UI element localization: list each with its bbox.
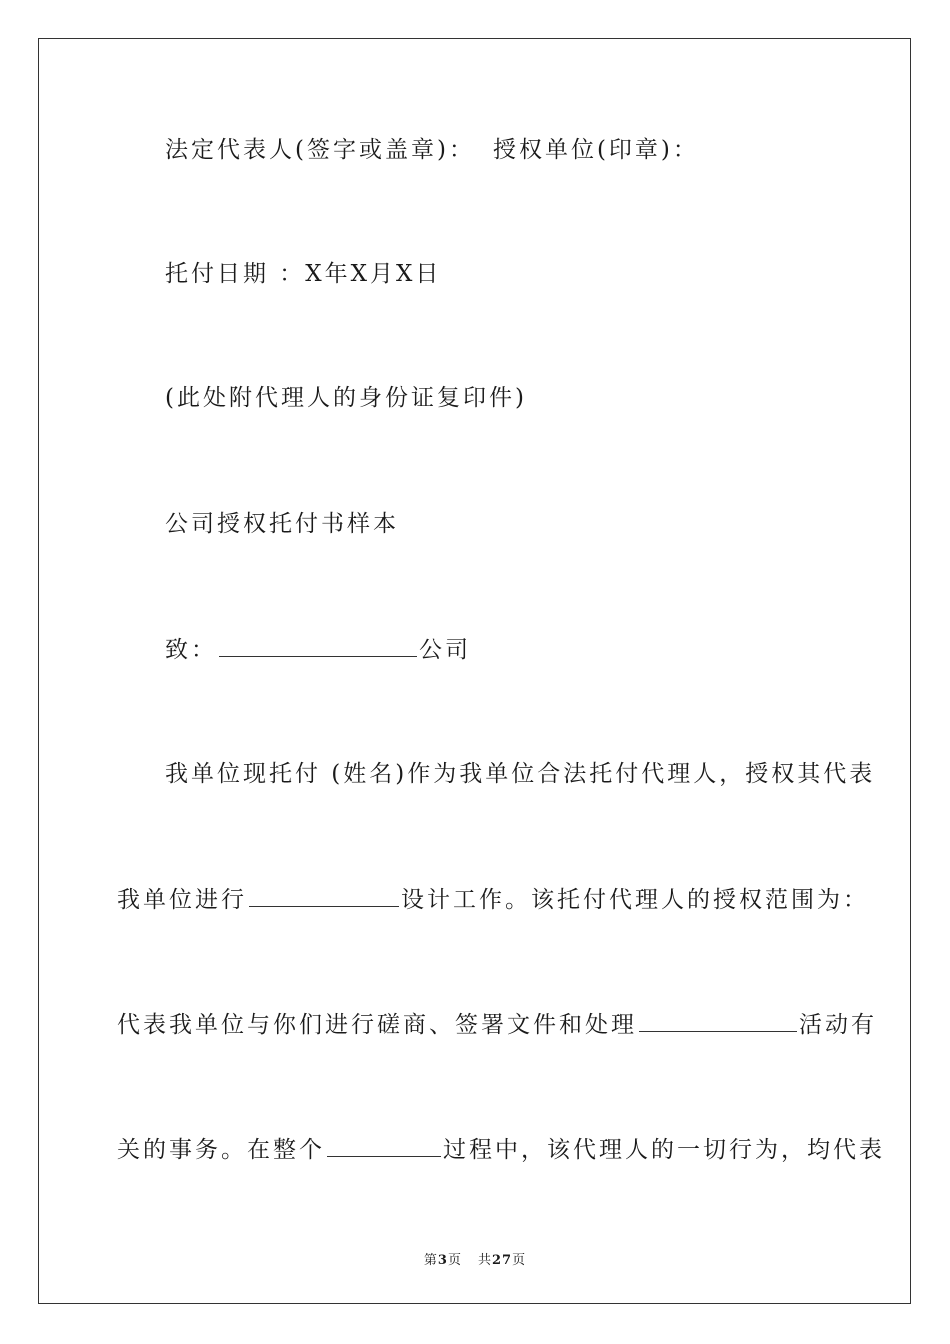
project-blank <box>249 888 399 907</box>
body-paragraph-line-2 <box>117 888 869 912</box>
addressee-suffix: 公司 <box>419 637 471 663</box>
body-line-2-prefix: 我单位进行 <box>117 887 247 913</box>
process-blank <box>327 1138 441 1157</box>
footer-total-prefix: 共 <box>477 1253 492 1268</box>
body-line-4-prefix: 关的事务。在整个 <box>117 1137 325 1163</box>
body-line-3-suffix: 活动有 <box>799 1012 877 1038</box>
company-name-blank <box>219 638 417 657</box>
body-paragraph-line-1: 我单位现托付 (姓名)作为我单位合法托付代理人，授权其代表 <box>165 761 876 787</box>
addressee-line <box>165 638 471 662</box>
sample-heading: 公司授权托付书样本 <box>165 511 399 537</box>
id-copy-note: (此处附代理人的身份证复印件) <box>165 385 527 411</box>
body-line-2-suffix: 设计工作。该托付代理人的授权范围为： <box>401 887 869 913</box>
entrust-date-line: 托付日期 ：X年X月X日 <box>165 261 442 287</box>
page-frame <box>38 38 911 1304</box>
signature-line <box>165 139 699 162</box>
body-line-3-prefix: 代表我单位与你们进行磋商、签署文件和处理 <box>117 1012 637 1038</box>
authorizing-unit-label: 授权单位(印章)： <box>492 137 699 163</box>
body-paragraph-line-4 <box>117 1138 885 1162</box>
addressee-prefix: 致： <box>165 637 217 663</box>
footer-total-pages: 27 <box>491 1253 513 1268</box>
page-footer <box>0 1249 950 1268</box>
footer-page-label: 页 <box>447 1253 462 1268</box>
body-line-4-suffix: 过程中，该代理人的一切行为，均代表 <box>443 1137 885 1163</box>
body-paragraph-line-3 <box>117 1013 877 1037</box>
footer-total-label: 页 <box>512 1253 527 1268</box>
footer-current-page: 3 <box>437 1253 448 1268</box>
footer-page-prefix: 第 <box>423 1253 438 1268</box>
legal-representative-label: 法定代表人(签字或盖章)： <box>165 137 475 163</box>
activity-blank <box>639 1013 797 1032</box>
